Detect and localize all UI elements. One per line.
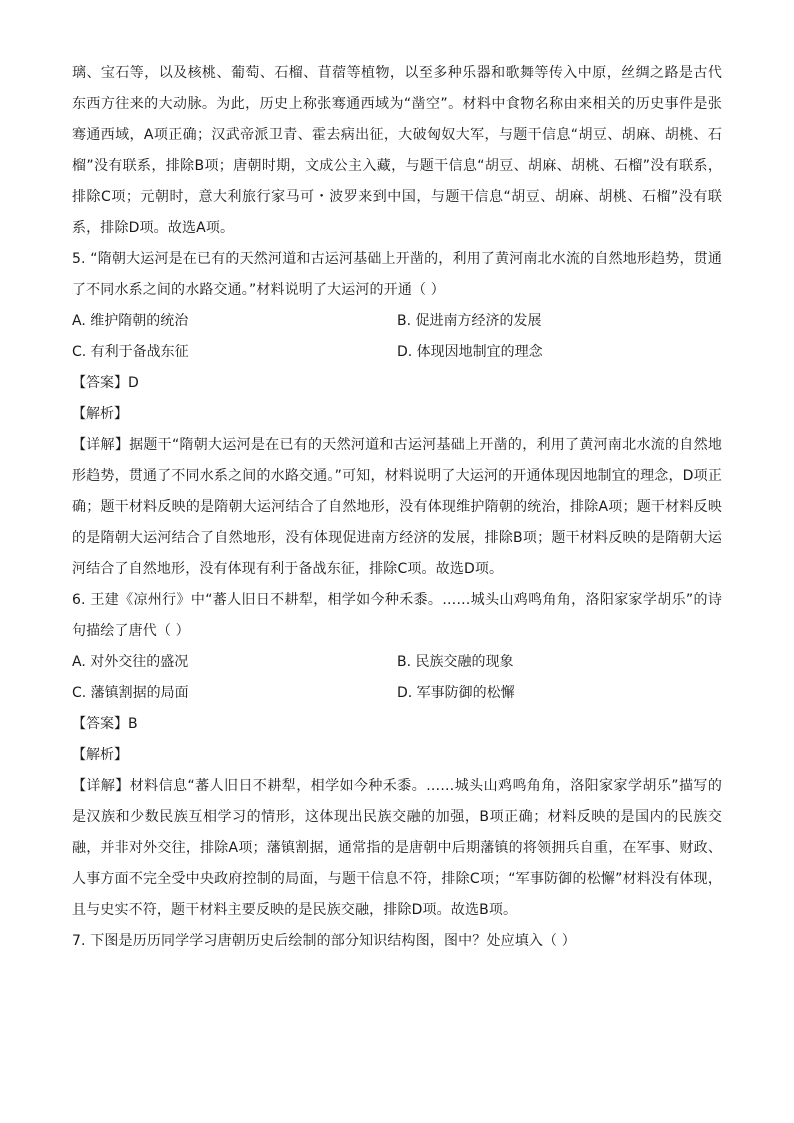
option-a: A. 维护隋朝的统治	[72, 313, 189, 329]
question-5-stem: 5. “隋朝大运河是在已有的天然河道和古运河基础上开凿的，利用了黄河南北水流的自然地形趋势，贯通了不同水系之间的水路交通。”材料说明了大运河的开通（ ）	[72, 251, 722, 298]
option-a: A. 对外交往的盛况	[72, 654, 189, 670]
question-5-options	[72, 306, 722, 368]
question-6-analysis-label: 【解析】	[72, 747, 128, 763]
option-b: B. 民族交融的现象	[397, 654, 514, 670]
question-5-analysis-label: 【解析】	[72, 406, 128, 422]
option-c: C. 藩镇割据的局面	[72, 685, 189, 701]
document-page	[72, 58, 722, 957]
question-7-stem: 7. 下图是历历同学学习唐朝历史后绘制的部分知识结构图，图中？处应填入（ ）	[72, 933, 576, 949]
question-6-stem: 6. 王建《凉州行》中“蕃人旧日不耕犁，相学如今种禾黍。……城头山鸡鸣角角，洛阳家家学胡乐”的诗句描绘了唐代（ ）	[72, 592, 722, 639]
option-b: B. 促进南方经济的发展	[397, 313, 542, 329]
question-4-analysis-continued: 璃、宝石等，以及核桃、葡萄、石榴、苜蓿等植物，以至多种乐器和歌舞等传入中原，丝绸之路是古代东西方往来的大动脉。为此，历史上称张骞通西域为“凿空”。材料中食物名称由来相关的历史事件是张骞通西域，A项正确；汉武帝派卫青、霍去病出征，大破匈奴大军，与题干信息“胡豆、胡麻、胡桃、石榴”没有联系，排除B项；唐朝时期，文成公主入藏，与题干信息“胡豆、胡麻、胡桃、石榴”没有联系，排除C项；元朝时，意大利旅行家马可・波罗来到中国，与题干信息“胡豆、胡麻、胡桃、石榴”没有联系，排除D项。故选A项。	[72, 65, 722, 236]
option-c: C. 有利于备战东征	[72, 344, 189, 360]
question-5-detail: 【详解】据题干“隋朝大运河是在已有的天然河道和古运河基础上开凿的，利用了黄河南北水流的自然地形趋势，贯通了不同水系之间的水路交通。”可知，材料说明了大运河的开通体现因地制宜的理念，D项正确；题干材料反映的是隋朝大运河结合了自然地形，没有体现维护隋朝的统治，排除A项；题干材料反映的是隋朝大运河结合了自然地形，没有体现促进南方经济的发展，排除B项；题干材料反映的是隋朝大运河结合了自然地形，没有体现有利于备战东征，排除C项。故选D项。	[72, 437, 722, 577]
option-d: D. 体现因地制宜的理念	[397, 344, 543, 360]
question-6-options	[72, 647, 722, 709]
question-5-answer: 【答案】D	[72, 375, 139, 391]
question-6-detail: 【详解】材料信息“蕃人旧日不耕犁，相学如今种禾黍。……城头山鸡鸣角角，洛阳家家学胡乐”描写的是汉族和少数民族互相学习的情形，这体现出民族交融的加强，B项正确；材料反映的是国内的民族交融，并非对外交往，排除A项；藩镇割据，通常指的是唐朝中后期藩镇的将领拥兵自重，在军事、财政、人事方面不完全受中央政府控制的局面，与题干信息不符，排除C项；“军事防御的松懈”材料没有体现，且与史实不符，题干材料主要反映的是民族交融，排除D项。故选B项。	[72, 778, 722, 918]
option-d: D. 军事防御的松懈	[397, 685, 515, 701]
question-6-answer: 【答案】B	[72, 716, 138, 732]
